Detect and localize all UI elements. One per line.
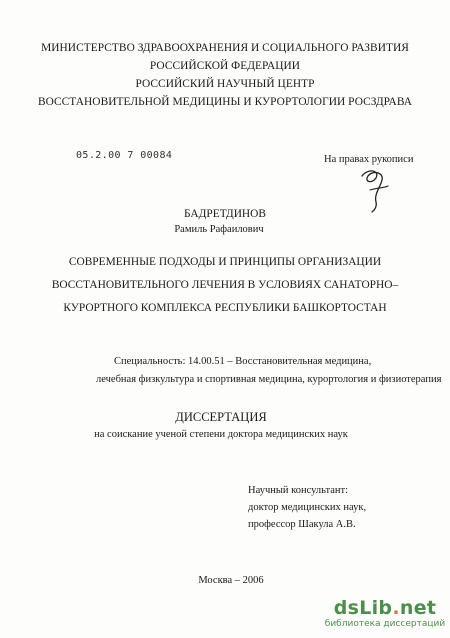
ministry-header-line-2: РОССИЙСКОЙ ФЕДЕРАЦИИ (149, 60, 301, 72)
place-and-year: Москва – 2006 (198, 575, 264, 586)
dissertation-title-line-1: СОВРЕМЕННЫЕ ПОДХОДЫ И ПРИНЦИПЫ ОРГАНИЗАЦИИ (68, 256, 382, 268)
watermark-brand-right: net (399, 597, 437, 619)
watermark-brand (324, 598, 446, 618)
rights-note: На правах рукописи (324, 154, 414, 165)
consultant-degree: доктор медицинских наук, (248, 502, 367, 513)
consultant-name: профессор Шакула А.В. (248, 519, 356, 530)
dslib-watermark-logo (324, 598, 446, 634)
dissertation-title-line-3: КУРОРТНОГО КОМПЛЕКСА РЕСПУБЛИКИ БАШКОРТОСТАН (63, 302, 387, 314)
watermark-brand-left: dsLib (333, 597, 393, 619)
ministry-header-line-4: ВОССТАНОВИТЕЛЬНОЙ МЕДИЦИНЫ И КУРОРТОЛОГИИ РОСЗДРАВА (37, 96, 413, 108)
author-full-name: Рамиль Рафаилович (174, 224, 264, 235)
watermark-brand-dot: . (392, 597, 400, 619)
dissertation-title-line-2: ВОССТАНОВИТЕЛЬНОГО ЛЕЧЕНИЯ В УСЛОВИЯХ САНАТОРНО– (51, 279, 399, 291)
dissertation-subtitle: на соискание ученой степени доктора медицинских наук (94, 429, 348, 440)
ministry-header-line-3: РОССИЙСКИЙ НАУЧНЫЙ ЦЕНТР (135, 78, 315, 90)
dissertation-heading: ДИССЕРТАЦИЯ (175, 410, 267, 424)
ministry-header-line-1: МИНИСТЕРСТВО ЗДРАВООХРАНЕНИЯ И СОЦИАЛЬНОГО РАЗВИТИЯ (41, 42, 409, 54)
catalog-number-stamp: 05.2.00 7 00084 (76, 150, 173, 161)
specialty-line-1: Специальность: 14.00.51 – Восстановительная медицина, (114, 356, 372, 367)
handwritten-signature (354, 164, 394, 214)
watermark-subtitle: библиотека диссертаций (324, 619, 446, 629)
author-surname: БАДРЕТДИНОВ (184, 208, 266, 220)
consultant-label: Научный консультант: (248, 485, 349, 496)
specialty-line-2: лечебная физкультура и спортивная медицина, курортология и физиотерапия (96, 374, 442, 385)
